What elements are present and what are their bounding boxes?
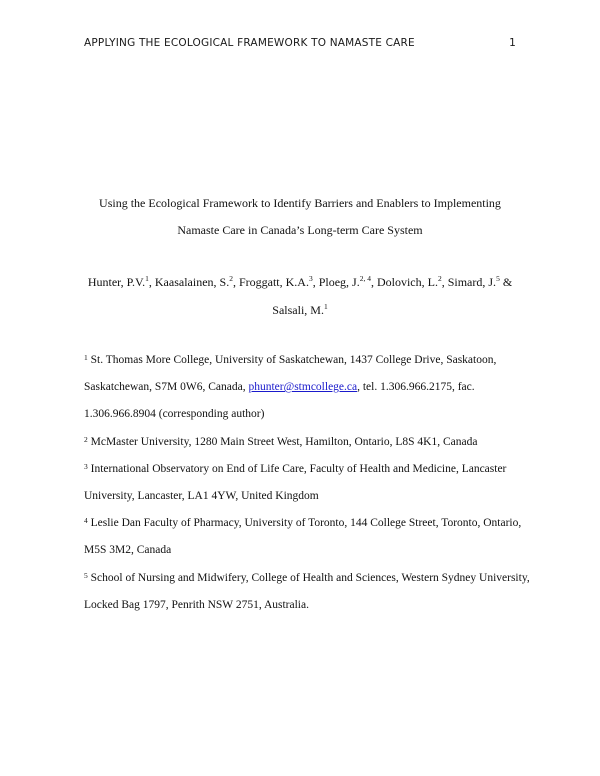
- title-line-1: Using the Ecological Framework to Identify Barriers and Enablers to Implementing: [99, 196, 501, 210]
- title-line-2: Namaste Care in Canada’s Long-term Care System: [177, 223, 423, 237]
- affiliation: $^5$ School of Nursing and Midwifery, College of Health and Sciences, Western Sydney University, Locked Bag 1797, Penrith NSW 2751, Australia.: [84, 570, 530, 611]
- author: Dolovich, L.$^2$,: [376, 274, 448, 289]
- author: Salsali, M.$^1$: [272, 302, 328, 317]
- author: Kaasalainen, S.$^2$,: [154, 274, 239, 289]
- affiliation: $^2$ McMaster University, 1280 Main Street West, Hamilton, Ontario, L8S 4K1, Canada: [84, 434, 478, 448]
- author: Simard, J.$^5$ &: [447, 274, 513, 289]
- affiliation-list: [84, 347, 530, 619]
- running-head: [84, 37, 516, 49]
- author: Ploeg, J.$^{2, 4}$,: [318, 274, 377, 289]
- author: Froggatt, K.A.$^3$,: [238, 274, 319, 289]
- affiliation: $^1$ St. Thomas More College, University of Saskatchewan, 1437 College Drive, Saskatoon, Saskatchewan, S7M 0W6, Canada, phunter@stmcollege.ca, tel. 1.306.966.2175, fac. 1.306.966.8904 (corresponding author): [84, 353, 497, 421]
- page-number: 1: [509, 37, 516, 49]
- affiliation: $^3$ International Observatory on End of Life Care, Faculty of Health and Medicine, Lancaster University, Lancaster, LA1 4YW, United Kingdom: [84, 461, 507, 503]
- author: Hunter, P.V.$^1$,: [87, 274, 155, 289]
- affiliation: $^4$ Leslie Dan Faculty of Pharmacy, University of Toronto, 144 College Street, Toronto, Ontario, M5S 3M2, Canada: [84, 516, 522, 557]
- running-title: APPLYING THE ECOLOGICAL FRAMEWORK TO NAMASTE CARE: [84, 37, 415, 49]
- author-list: [70, 268, 530, 324]
- email-link[interactable]: phunter@stmcollege.ca: [248, 381, 358, 394]
- paper-title: [70, 190, 530, 244]
